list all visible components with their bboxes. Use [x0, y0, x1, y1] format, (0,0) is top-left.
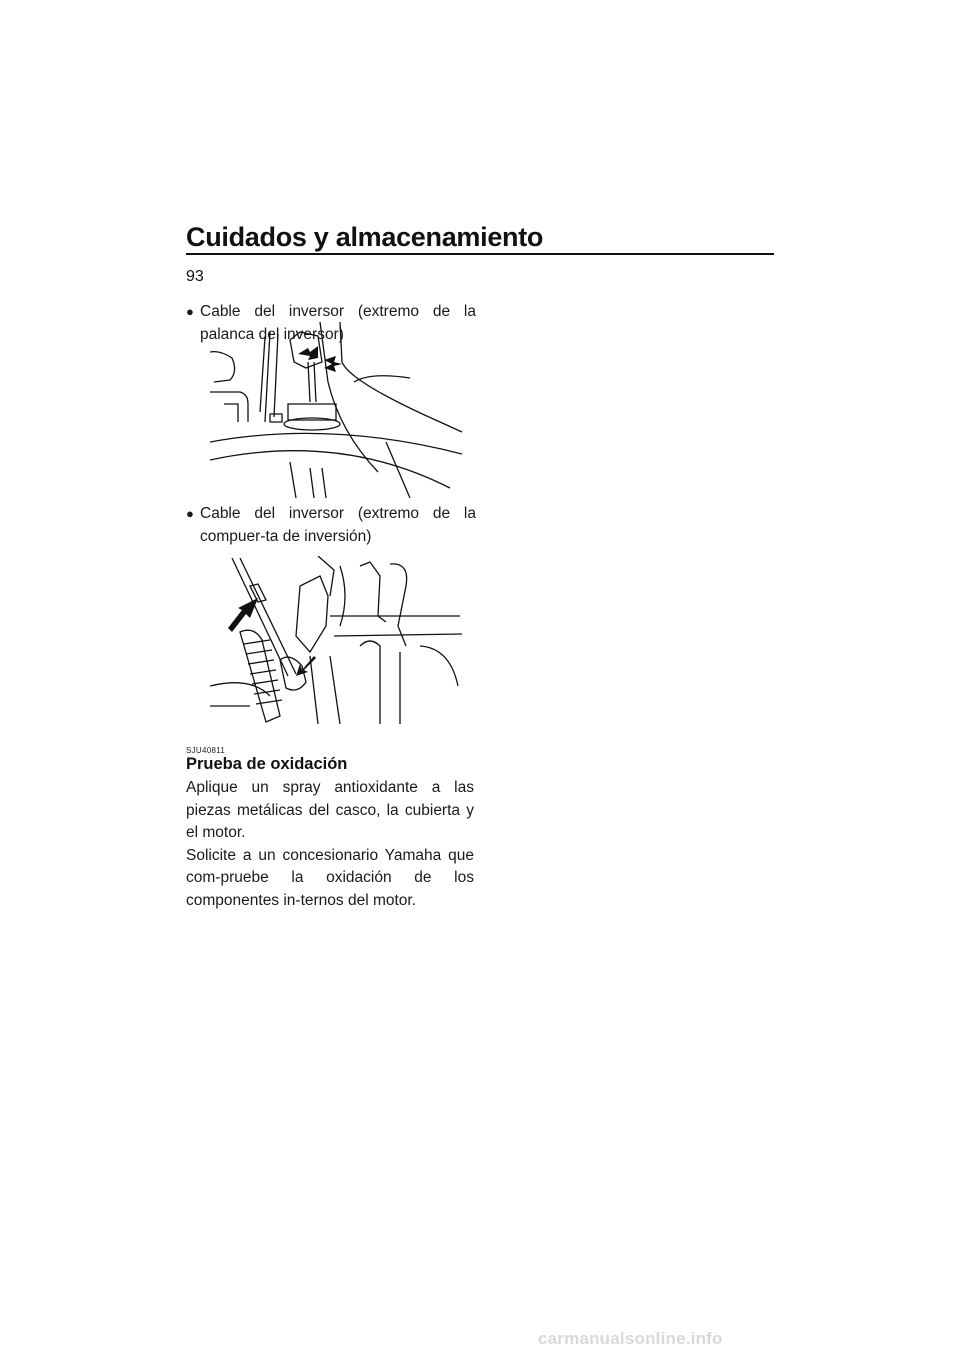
paragraph-1: Aplique un spray antioxidante a las piezas metálicas del casco, la cubierta y el motor. — [186, 779, 474, 841]
bullet-text-1: Cable del inversor (extremo de la palanca del inversor) — [200, 303, 476, 343]
figure-shift-lever-cable — [210, 322, 462, 498]
page-title: Cuidados y almacenamiento — [186, 222, 544, 252]
section-heading: Prueba de oxidación — [186, 755, 348, 773]
bullet-dot-icon: ● — [186, 506, 194, 521]
section-body — [186, 777, 474, 912]
header-rule — [186, 253, 774, 255]
section-code: SJU40811 — [186, 746, 226, 755]
footer-watermark: carmanualsonline.info — [538, 1329, 723, 1348]
bullet-dot-icon: ● — [186, 304, 194, 319]
bullet-item-2 — [186, 503, 476, 548]
paragraph-2: Solicite a un concesionario Yamaha que com-pruebe la oxidación de los componentes in-ternos del motor. — [186, 846, 474, 909]
bullet-text-2: Cable del inversor (extremo de la compuer-ta de inversión) — [200, 505, 476, 545]
page-number: 93 — [186, 268, 204, 285]
figure-reverse-gate-cable — [210, 556, 462, 724]
